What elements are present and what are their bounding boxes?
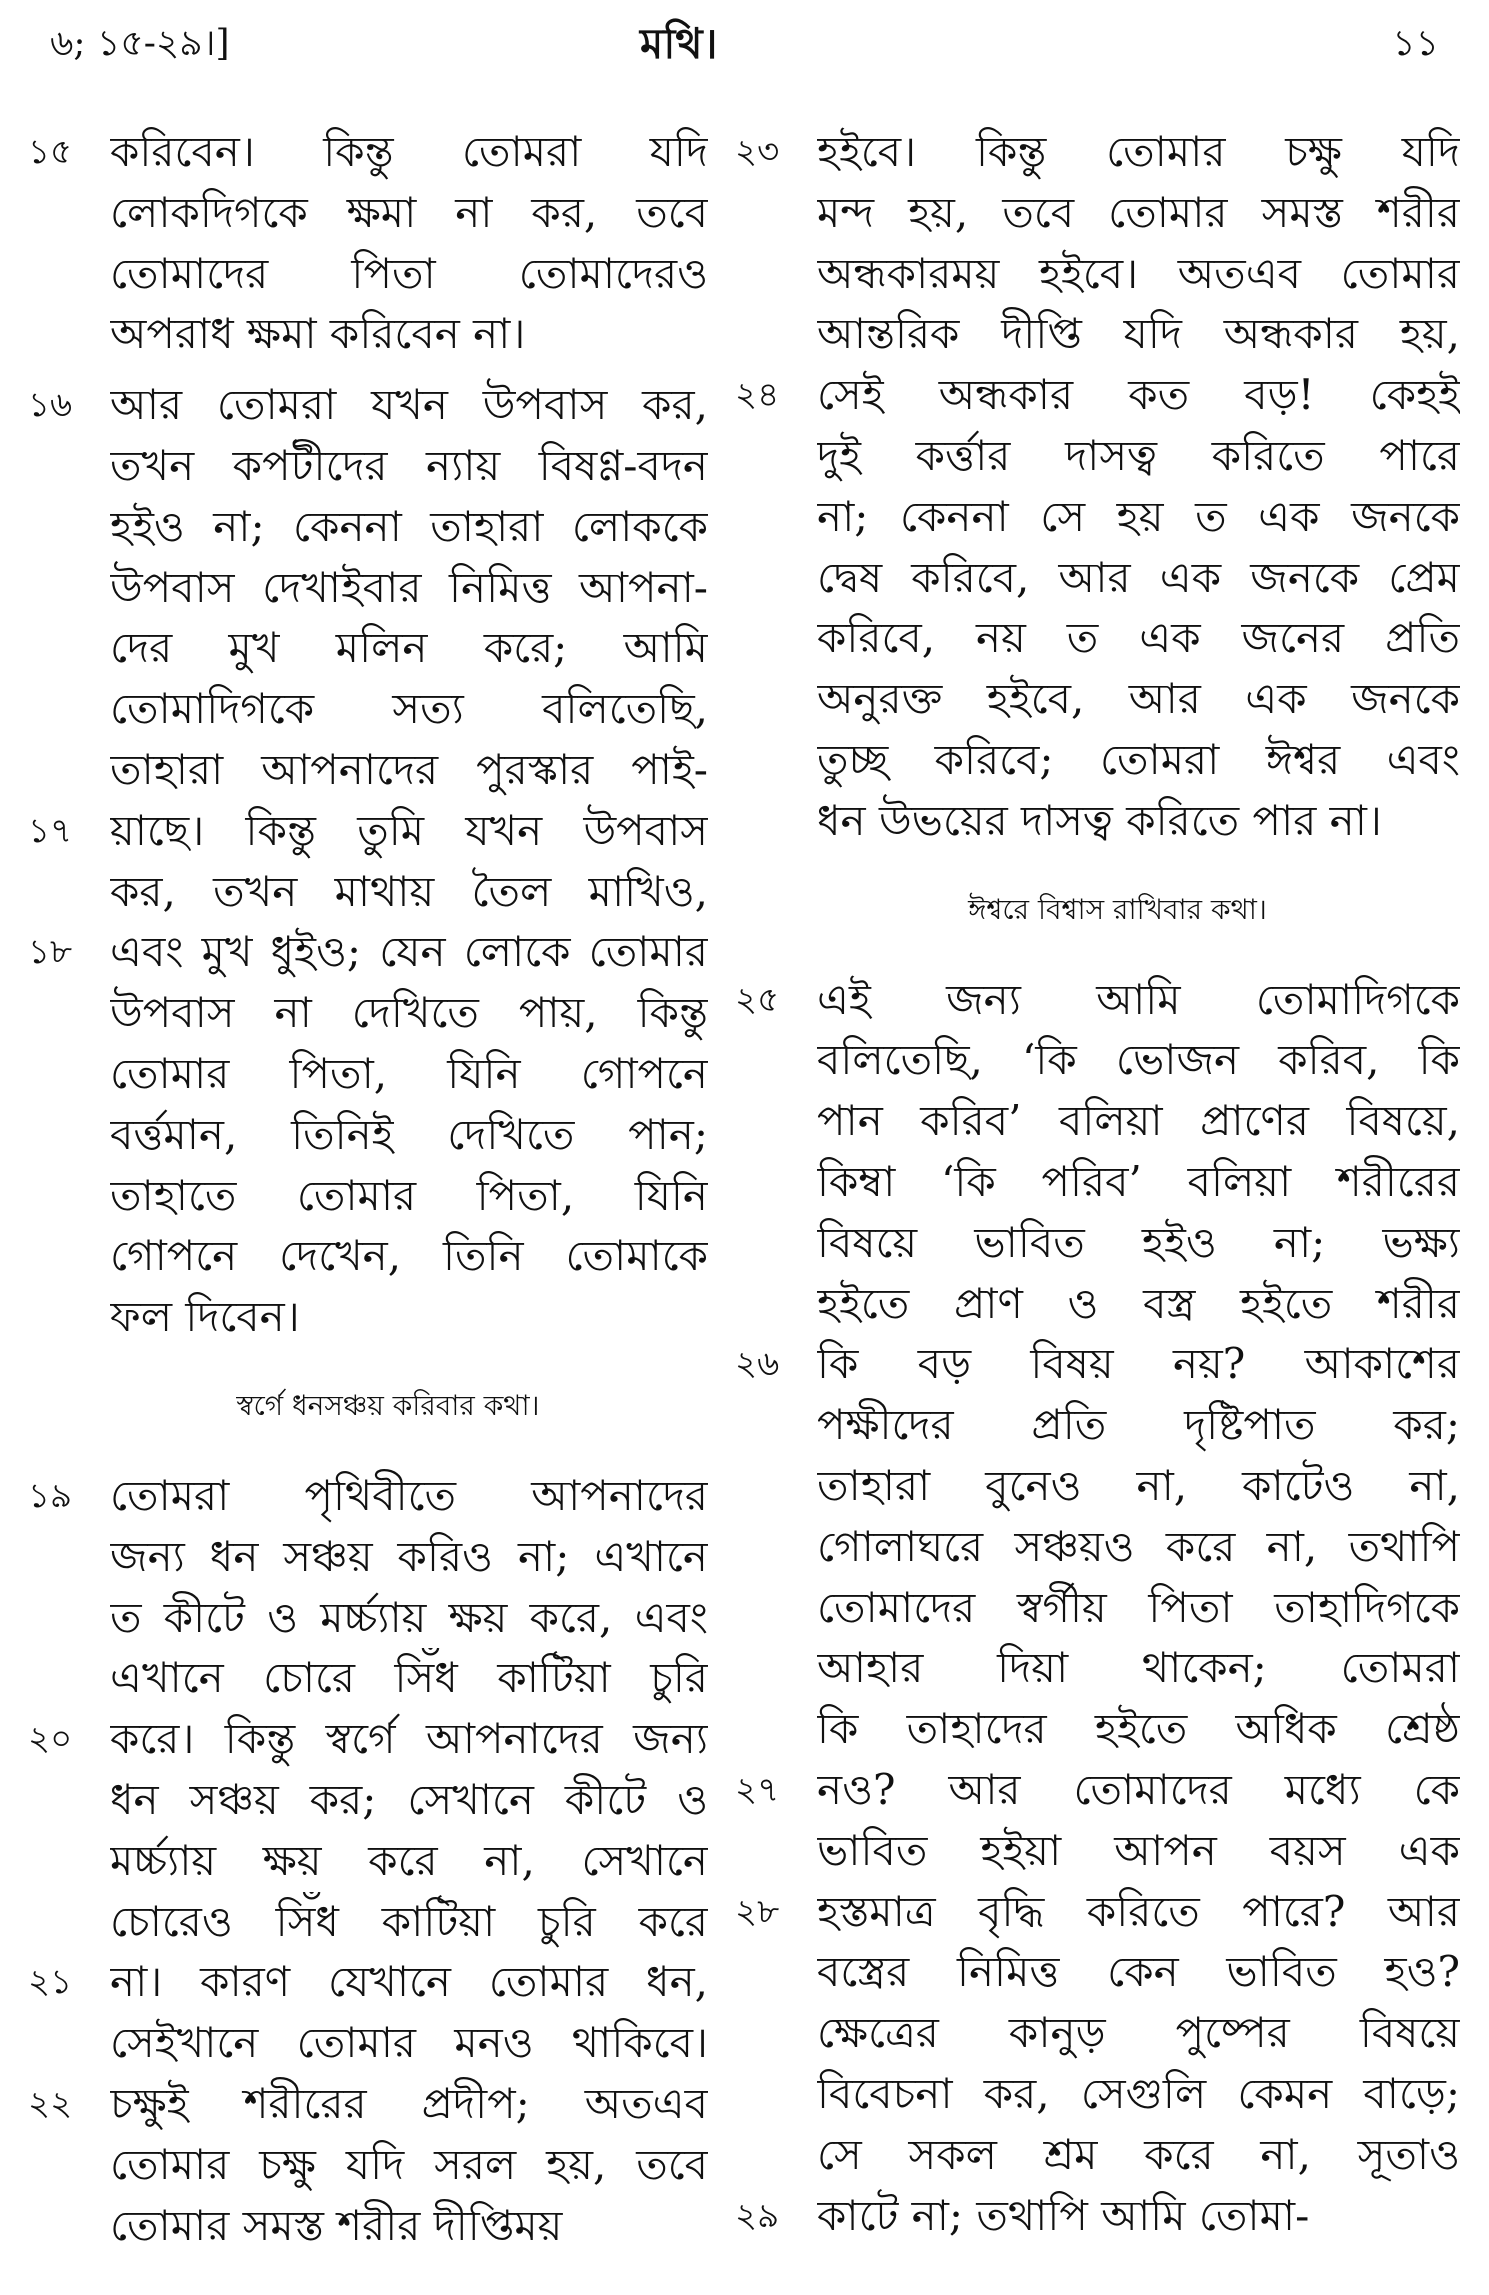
chapter-verse-reference: ৬; ১৫-২৯।] [50, 23, 230, 64]
text-line: তোমার সমস্ত শরীর দীপ্তিময় [110, 2200, 563, 2250]
book-title: মথি। [640, 19, 718, 68]
text-line: ভাবিত হইয়া আপন বয়স এক [817, 1825, 1460, 1875]
text-line: কিম্বা ‘কি পরিব’ বলিয়া শরীরের [817, 1156, 1460, 1206]
text-line: তাহারা আপনাদের পুরস্কার পাই- [110, 744, 708, 794]
verse-number: ২৮ [735, 1891, 780, 1932]
verse-number: ১৬ [28, 385, 73, 426]
text-line: বস্ত্রের নিমিত্ত কেন ভাবিত হও? [817, 1947, 1460, 1997]
text-line: কি বড় বিষয় নয়? আকাশের [817, 1339, 1460, 1389]
verse-number: ২২ [28, 2083, 73, 2124]
text-line: তাহাতে তোমার পিতা, যিনি [110, 1170, 708, 1220]
text-line: করে। কিন্তু স্বর্গে আপনাদের জন্য [110, 1714, 708, 1764]
text-line: সেইখানে তোমার মনও থাকিবে। [110, 2018, 708, 2068]
text-line: না। কারণ যেখানে তোমার ধন, [110, 1957, 708, 2007]
text-line: এবং মুখ ধুইও; যেন লোকে তোমার [110, 927, 708, 977]
right-text-column [735, 122, 1460, 2256]
text-line: ক্ষেত্রের কানুড় পুষ্পের বিষয়ে [817, 2008, 1460, 2058]
verse-number: ২৬ [735, 1344, 780, 1385]
text-line: ধন উভয়ের দাসত্ব করিতে পার না। [817, 795, 1382, 845]
text-line: অপরাধ ক্ষমা করিবেন না। [110, 309, 526, 359]
text-line: এখানে চোরে সিঁধ কাটিয়া চুরি [110, 1653, 708, 1703]
text-line: মন্দ হয়, তবে তোমার সমস্ত শরীর [817, 187, 1460, 237]
verse-number: ২৯ [735, 2195, 780, 2236]
verse-number: ১৮ [28, 932, 73, 973]
text-line: পান করিব’ বলিয়া প্রাণের বিষয়ে, [817, 1096, 1460, 1146]
text-line: চক্ষুই শরীরের প্রদীপ; অতএব [110, 2078, 708, 2128]
verse-number: ১৭ [28, 810, 73, 851]
text-line: আহার দিয়া থাকেন; তোমরা [817, 1643, 1460, 1693]
verse-number: ২১ [28, 1962, 73, 2003]
text-line: উপবাস না দেখিতে পায়, কিন্তু [110, 988, 708, 1038]
text-line: সে সকল শ্রম করে না, সূতাও [817, 2129, 1460, 2179]
text-line: ধন সঞ্চয় কর; সেখানে কীটে ও [110, 1774, 708, 1824]
text-line: হইতে প্রাণ ও বস্ত্র হইতে শরীর [817, 1278, 1460, 1328]
text-line: এই জন্য আমি তোমাদিগকে [817, 974, 1460, 1024]
text-line: না; কেননা সে হয় ত এক জনকে [817, 491, 1460, 541]
verse-number: ১৯ [28, 1475, 73, 1516]
text-line: কি তাহাদের হইতে অধিক শ্রেষ্ঠ [817, 1704, 1460, 1754]
text-line: হস্তমাত্র বৃদ্ধি করিতে পারে? আর [817, 1886, 1460, 1936]
verse-block [735, 122, 1460, 852]
text-line: দুই কর্ত্তার দাসত্ব করিতে পারে [817, 430, 1460, 480]
section-heading: স্বর্গে ধনসঞ্চয় করিবার কথা। [236, 1388, 540, 1422]
left-text-column [28, 122, 708, 2266]
text-line: পক্ষীদের প্রতি দৃষ্টিপাত কর; [817, 1400, 1460, 1450]
text-line: করিবে, নয় ত এক জনের প্রতি [817, 613, 1460, 663]
text-line: বর্ত্তমান, তিনিই দেখিতে পান; [110, 1109, 708, 1159]
text-line: তুচ্ছ করিবে; তোমরা ঈশ্বর এবং [817, 734, 1460, 784]
text-line: দ্বেষ করিবে, আর এক জনকে প্রেম [817, 552, 1460, 602]
text-line: তখন কপটীদের ন্যায় বিষণ্ণ-বদন [110, 440, 708, 490]
text-line: তাহারা বুনেও না, কাটেও না, [817, 1460, 1460, 1510]
text-line: চোরেও সিঁধ কাটিয়া চুরি করে [110, 1896, 708, 1946]
page-number: ১১ [1392, 23, 1439, 64]
text-line: য়াছে। কিন্তু তুমি যখন উপবাস [110, 805, 708, 855]
text-line: হইও না; কেননা তাহারা লোককে [110, 501, 708, 551]
text-line: আর তোমরা যখন উপবাস কর, [110, 380, 708, 430]
text-line: ফল দিবেন। [110, 1292, 300, 1342]
text-line: সেই অন্ধকার কত বড়! কেহই [817, 370, 1460, 420]
text-line: তোমরা পৃথিবীতে আপনাদের [110, 1470, 708, 1520]
text-line: তোমাদের পিতা তোমাদেরও [110, 248, 708, 298]
text-line: গোলাঘরে সঞ্চয়ও করে না, তথাপি [817, 1521, 1460, 1571]
text-line: অনুরক্ত হইবে, আর এক জনকে [817, 674, 1460, 724]
text-line: তোমাদের স্বর্গীয় পিতা তাহাদিগকে [817, 1582, 1460, 1632]
text-line: কর, তখন মাথায় তৈল মাখিও, [110, 866, 708, 916]
text-line: অন্ধকারময় হইবে। অতএব তোমার [817, 248, 1460, 298]
text-line: লোকদিগকে ক্ষমা না কর, তবে [110, 187, 708, 237]
text-line: গোপনে দেখেন, তিনি তোমাকে [110, 1231, 708, 1281]
text-line: আন্তরিক দীপ্তি যদি অন্ধকার হয়, [817, 309, 1460, 359]
section-heading: ঈশ্বরে বিশ্বাস রাখিবার কথা। [968, 892, 1267, 926]
verse-number: ১৫ [28, 132, 73, 172]
text-line: ত কীটে ও মর্চ্চ্যায় ক্ষয় করে, এবং [110, 1592, 708, 1642]
text-line: বলিতেছি, ‘কি ভোজন করিব, কি [817, 1035, 1460, 1085]
verse-number: ২০ [28, 1719, 73, 1760]
text-line: মর্চ্চ্যায় ক্ষয় করে না, সেখানে [110, 1835, 708, 1885]
verse-number: ২৭ [735, 1769, 780, 1810]
text-line: করিবেন। কিন্তু তোমরা যদি [110, 127, 708, 176]
text-line: বিবেচনা কর, সেগুলি কেমন বাড়ে; [817, 2068, 1460, 2118]
verse-block [28, 122, 708, 365]
text-line: বিষয়ে ভাবিত হইও না; ভক্ষ্য [817, 1217, 1460, 1267]
verse-block [28, 375, 708, 1348]
text-line: নও? আর তোমাদের মধ্যে কে [817, 1764, 1460, 1814]
verse-block [28, 1466, 708, 2256]
text-line: দের মুখ মলিন করে; আমি [110, 623, 708, 673]
verse-number: ২৩ [735, 132, 780, 172]
verse-block [735, 970, 1460, 2247]
text-line: হইবে। কিন্তু তোমার চক্ষু যদি [817, 127, 1460, 176]
verse-number: ২৫ [735, 979, 780, 1020]
text-line: কাটে না; তথাপি আমি তোমা- [817, 2190, 1310, 2240]
text-line: তোমাদিগকে সত্য বলিতেছি, [110, 684, 708, 734]
text-line: জন্য ধন সঞ্চয় করিও না; এখানে [110, 1531, 708, 1581]
text-line: তোমার চক্ষু যদি সরল হয়, তবে [110, 2139, 708, 2189]
text-line: উপবাস দেখাইবার নিমিত্ত আপনা- [110, 562, 708, 612]
verse-number: ২৪ [735, 375, 780, 416]
text-line: তোমার পিতা, যিনি গোপনে [110, 1048, 708, 1098]
